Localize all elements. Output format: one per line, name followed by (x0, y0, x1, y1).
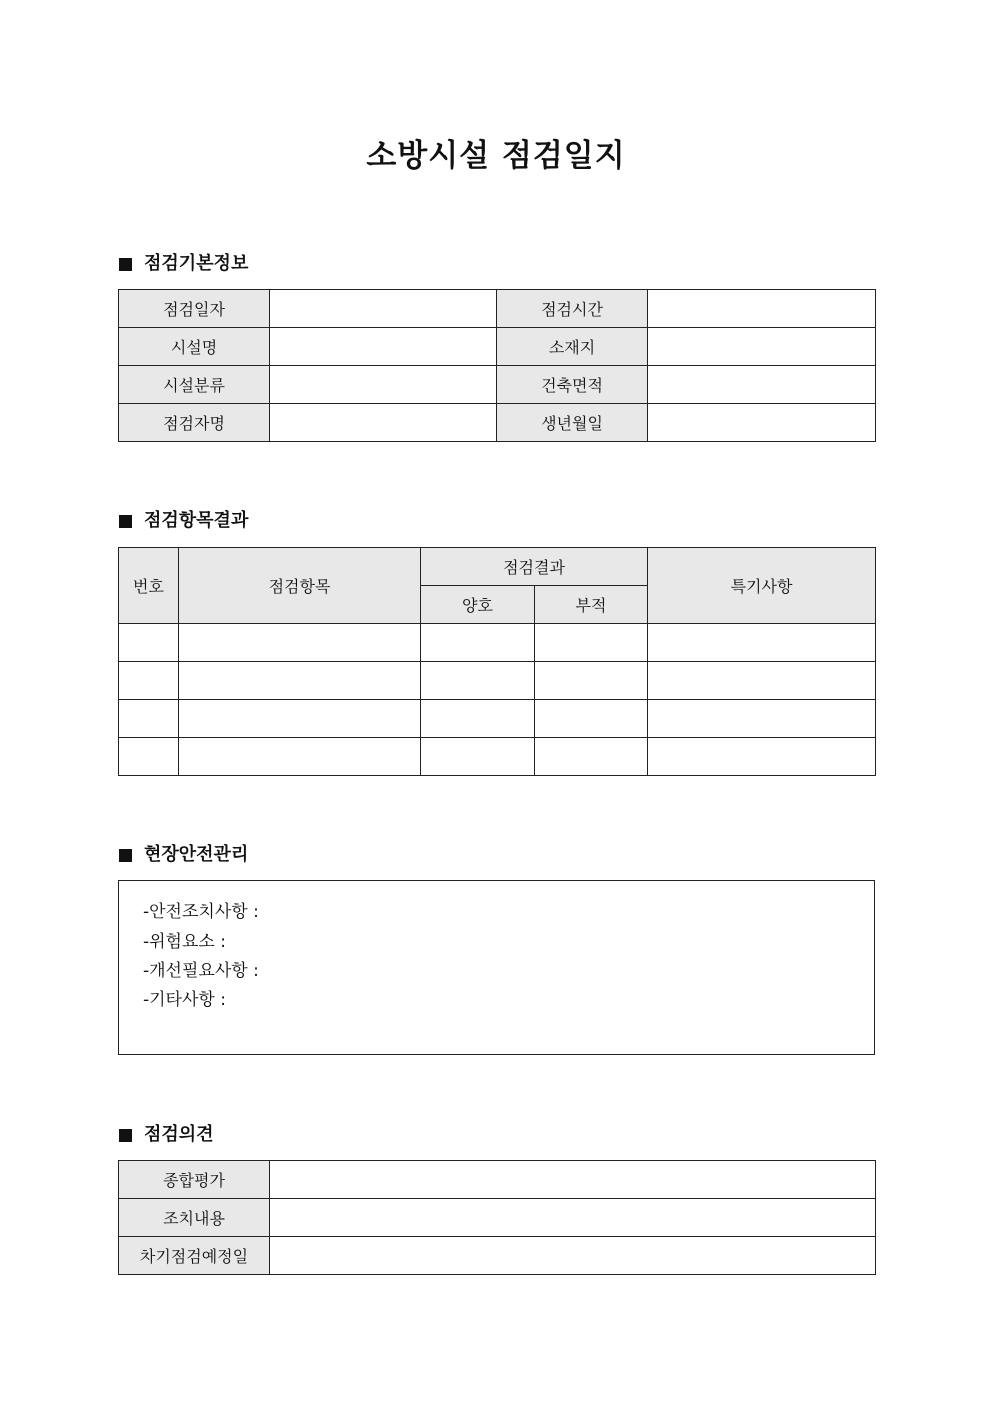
birth-date-label: 생년월일 (497, 404, 648, 442)
safety-heading-text: 현장안전관리 (144, 844, 249, 865)
table-row (119, 700, 876, 738)
results-heading-text: 점검항목결과 (144, 510, 249, 531)
basic-info-heading (119, 252, 248, 276)
location-label: 소재지 (497, 328, 648, 366)
bad-cell[interactable] (535, 700, 648, 738)
opinion-table (118, 1160, 876, 1275)
remarks-cell[interactable] (648, 624, 876, 662)
good-header: 양호 (421, 586, 535, 624)
item-header: 점검항목 (179, 548, 421, 624)
bad-header: 부적 (535, 586, 648, 624)
facility-name-field[interactable] (270, 328, 497, 366)
safety-measures-line: -안전조치사항 : (143, 902, 259, 922)
overall-evaluation-field[interactable] (270, 1161, 876, 1199)
basic-info-heading-text: 점검기본정보 (144, 253, 249, 274)
item-cell[interactable] (179, 624, 421, 662)
remarks-cell[interactable] (648, 738, 876, 776)
basic-info-row (119, 366, 876, 404)
facility-category-field[interactable] (270, 366, 497, 404)
opinion-row (119, 1199, 876, 1237)
good-cell[interactable] (421, 738, 535, 776)
good-cell[interactable] (421, 700, 535, 738)
number-header: 번호 (119, 548, 179, 624)
results-table (118, 547, 876, 776)
next-inspection-date-label: 차기점검예정일 (119, 1237, 270, 1275)
basic-info-table (118, 289, 876, 442)
table-row (119, 624, 876, 662)
location-field[interactable] (648, 328, 876, 366)
good-cell[interactable] (421, 624, 535, 662)
item-cell[interactable] (179, 662, 421, 700)
facility-name-label: 시설명 (119, 328, 270, 366)
opinion-row (119, 1161, 876, 1199)
item-cell[interactable] (179, 738, 421, 776)
inspection-time-field[interactable] (648, 290, 876, 328)
number-cell[interactable] (119, 662, 179, 700)
safety-heading (119, 843, 248, 867)
action-taken-field[interactable] (270, 1199, 876, 1237)
square-bullet-icon (119, 849, 132, 862)
safety-memo-box[interactable] (118, 880, 875, 1055)
inspection-date-label: 점검일자 (119, 290, 270, 328)
remarks-header: 특기사항 (648, 548, 876, 624)
other-notes-line: -기타사항 : (143, 990, 226, 1010)
number-cell[interactable] (119, 738, 179, 776)
square-bullet-icon (119, 1129, 132, 1142)
bad-cell[interactable] (535, 738, 648, 776)
basic-info-row (119, 328, 876, 366)
building-area-field[interactable] (648, 366, 876, 404)
square-bullet-icon (119, 515, 132, 528)
number-cell[interactable] (119, 624, 179, 662)
opinion-row (119, 1237, 876, 1275)
opinion-heading (119, 1123, 214, 1147)
next-inspection-date-field[interactable] (270, 1237, 876, 1275)
number-cell[interactable] (119, 700, 179, 738)
improvements-line: -개선필요사항 : (143, 961, 259, 981)
building-area-label: 건축면적 (497, 366, 648, 404)
risk-factors-line: -위험요소 : (143, 932, 226, 952)
remarks-cell[interactable] (648, 700, 876, 738)
inspection-time-label: 점검시간 (497, 290, 648, 328)
birth-date-field[interactable] (648, 404, 876, 442)
good-cell[interactable] (421, 662, 535, 700)
table-row (119, 662, 876, 700)
item-cell[interactable] (179, 700, 421, 738)
result-header: 점검결과 (421, 548, 648, 586)
remarks-cell[interactable] (648, 662, 876, 700)
basic-info-row (119, 290, 876, 328)
results-heading (119, 509, 248, 533)
square-bullet-icon (119, 258, 132, 271)
inspector-name-field[interactable] (270, 404, 497, 442)
table-row (119, 738, 876, 776)
action-taken-label: 조치내용 (119, 1199, 270, 1237)
inspector-name-label: 점검자명 (119, 404, 270, 442)
document-title: 소방시설 점검일지 (366, 138, 626, 174)
opinion-heading-text: 점검의견 (144, 1124, 214, 1145)
facility-category-label: 시설분류 (119, 366, 270, 404)
bad-cell[interactable] (535, 624, 648, 662)
bad-cell[interactable] (535, 662, 648, 700)
results-header-row (119, 548, 876, 586)
inspection-date-field[interactable] (270, 290, 497, 328)
overall-evaluation-label: 종합평가 (119, 1161, 270, 1199)
basic-info-row (119, 404, 876, 442)
